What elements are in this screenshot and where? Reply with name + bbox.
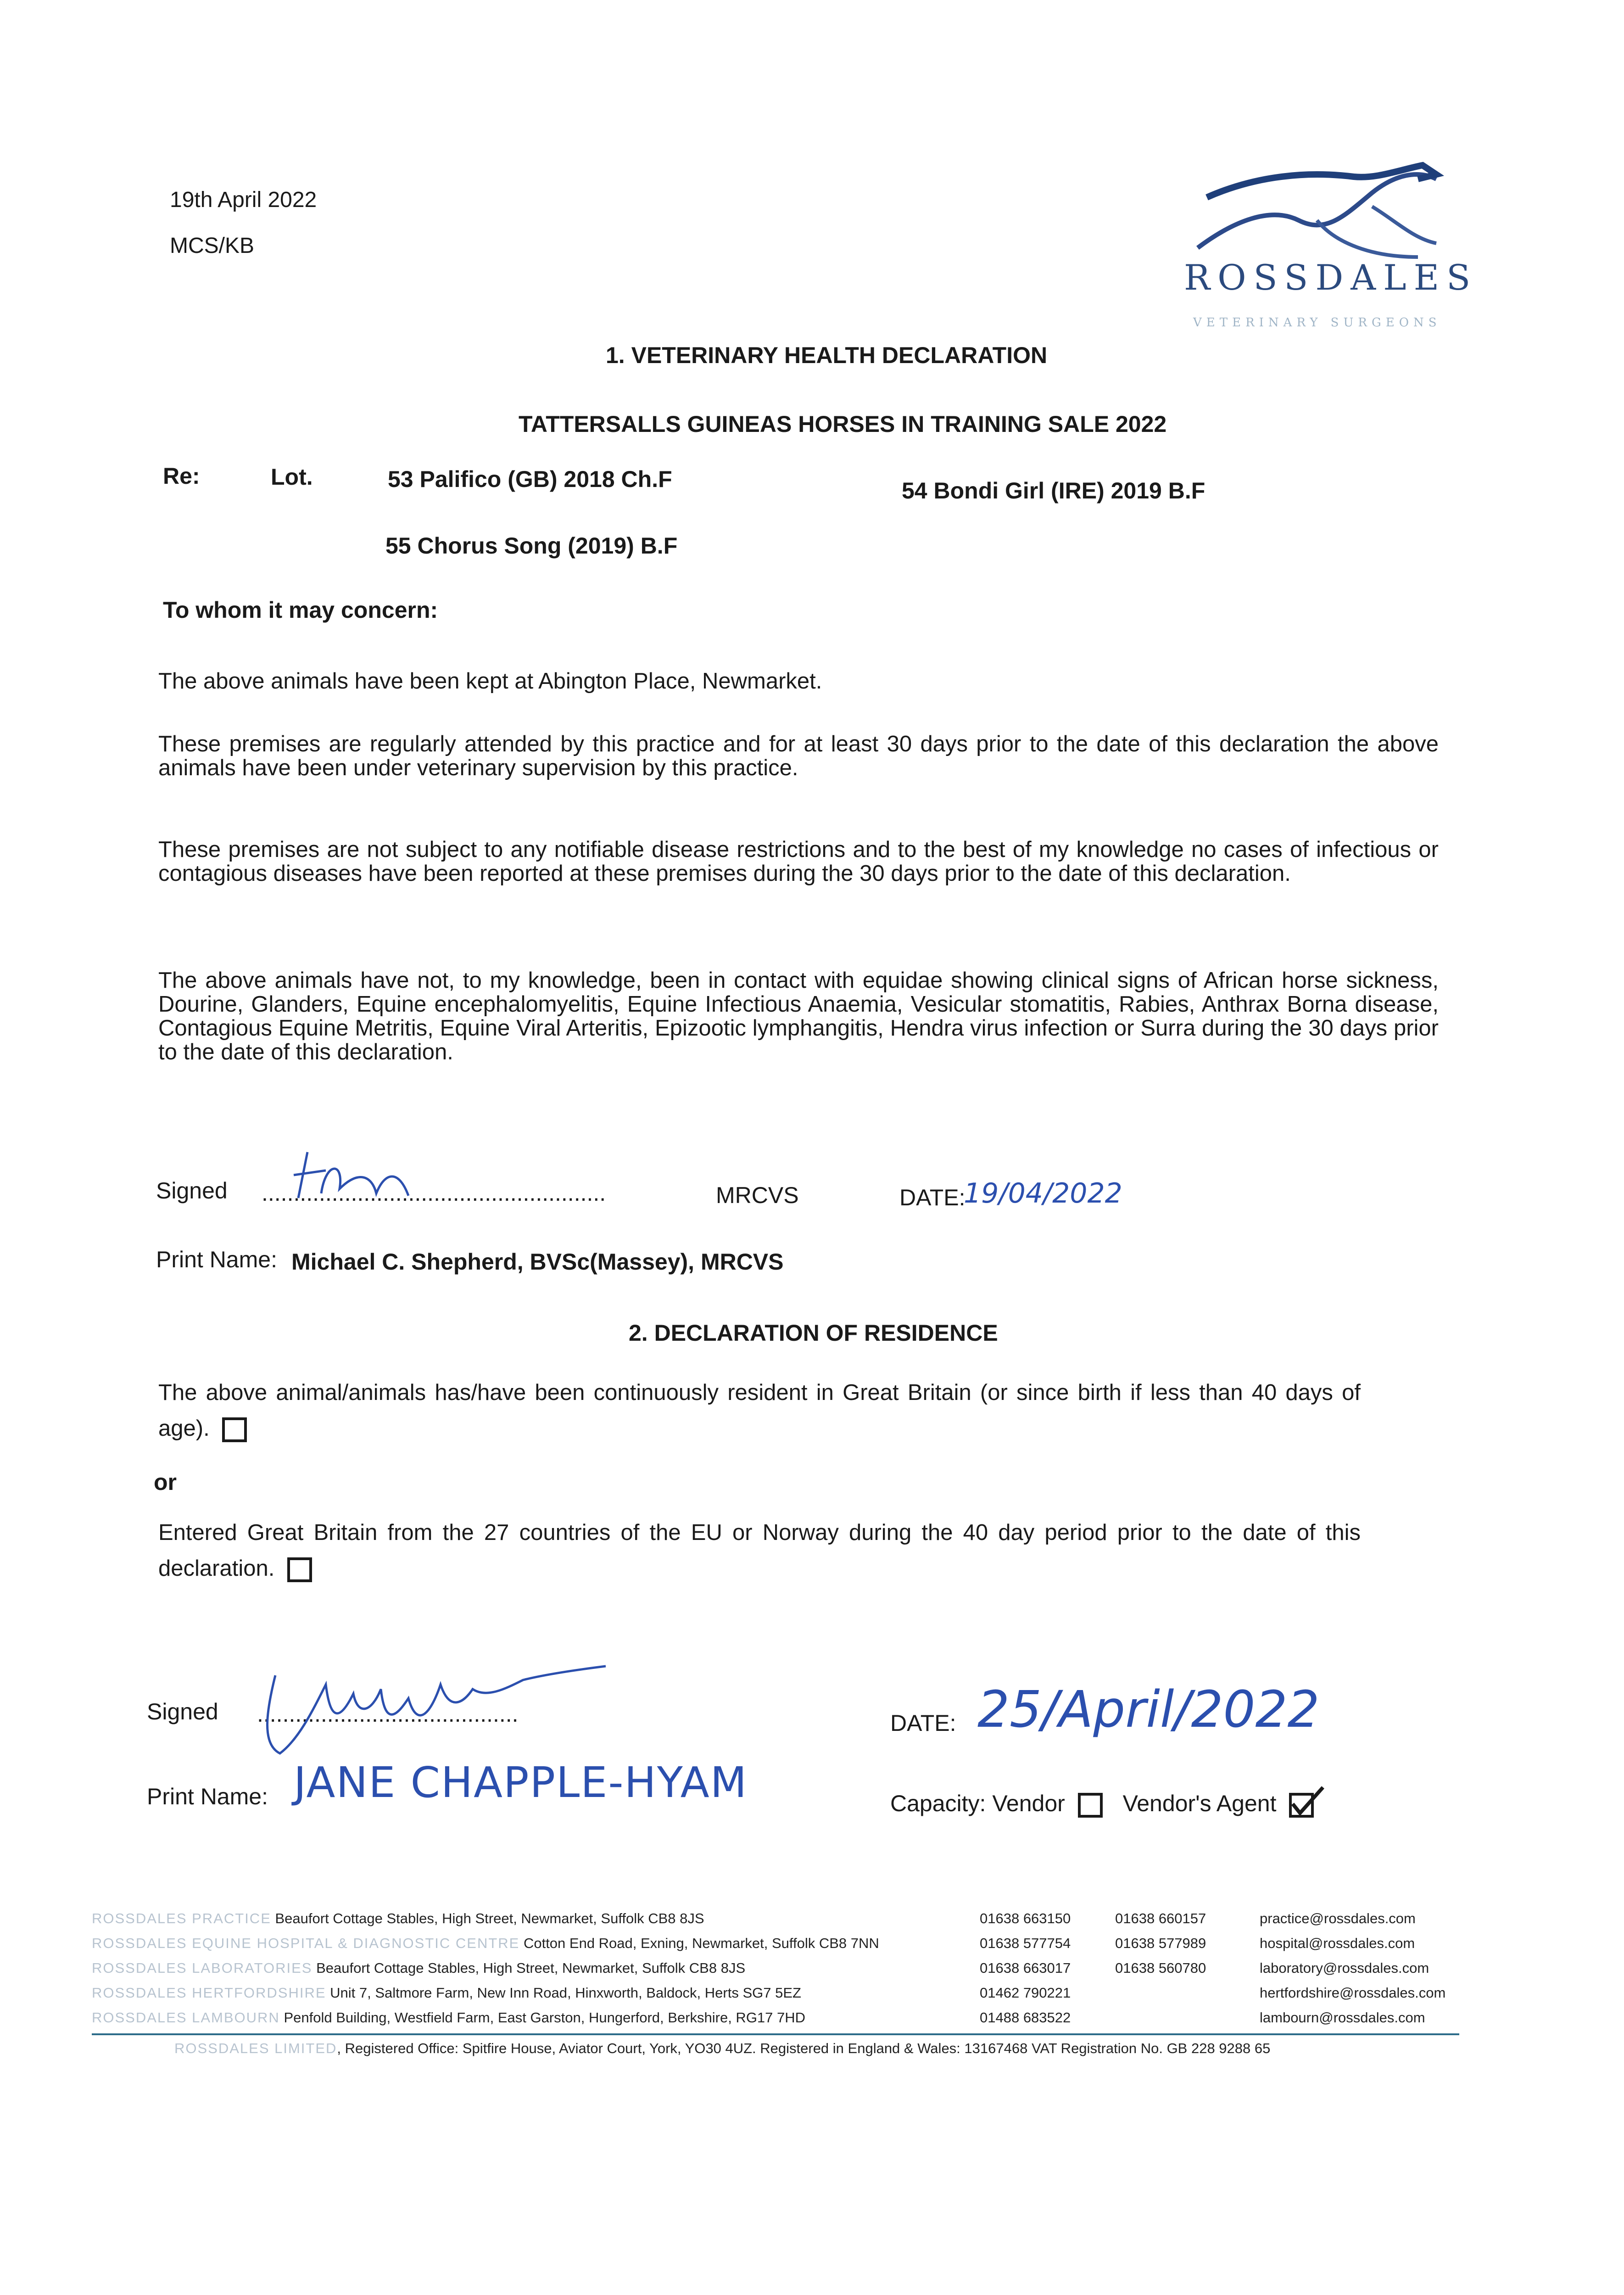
mrcvs-label: MRCVS — [716, 1182, 799, 1208]
signature-shepherd — [285, 1143, 431, 1207]
capacity-vendor-checkbox[interactable] — [1078, 1793, 1103, 1818]
lot-54: 54 Bondi Girl (IRE) 2019 B.F — [902, 478, 1205, 504]
paragraph-4: The above animals have not, to my knowledge, been in contact with equidae showing clinical signs of African horse sickness, Dourine, Glanders, Equine encephalomyelitis, Equine Infectious Anaemia, Vesicular stomatitis, Rabies, Anthrax Borna disease, Contagious Equine Metritis, Equine Viral Arteritis, Epizootic lymphangitis, Hendra virus infection or Surra during the 30 days prior to the date of this declaration. — [158, 968, 1439, 1064]
section2-date-label: DATE: — [890, 1710, 956, 1736]
footer-email: laboratory@rossdales.com — [1260, 1960, 1429, 1976]
section1-print-name-label: Print Name: — [156, 1247, 277, 1272]
footer-row — [92, 1910, 704, 1927]
footer-address: Beaufort Cottage Stables, High Street, Newmarket, Suffolk CB8 8JS — [275, 1910, 704, 1926]
logo-name: ROSSDALES — [1184, 257, 1478, 298]
section2-print-name: JANE CHAPPLE-HYAM — [294, 1758, 748, 1807]
footer-row — [92, 1960, 745, 1976]
paragraph-2: These premises are regularly attended by this practice and for at least 30 days prior to the date of this declaration the above animals have been under veterinary supervision by this practice. — [158, 732, 1439, 780]
salutation: To whom it may concern: — [163, 597, 438, 623]
footer-fax: 01638 660157 — [1115, 1910, 1206, 1926]
lot-53: 53 Palifico (GB) 2018 Ch.F — [388, 466, 672, 492]
letter-reference: MCS/KB — [170, 234, 255, 258]
check-mark-icon — [1289, 1786, 1326, 1818]
residence-option-2-checkbox[interactable] — [287, 1557, 312, 1582]
footer-email: hertfordshire@rossdales.com — [1260, 1985, 1446, 2001]
section1-signed-label: Signed — [156, 1178, 228, 1203]
footer-row — [92, 2010, 805, 2026]
footer-fax: 01638 577989 — [1115, 1935, 1206, 1951]
letter-date: 19th April 2022 — [170, 188, 317, 212]
capacity-row — [890, 1790, 1314, 1818]
footer-registered-name: ROSSDALES LIMITED — [174, 2040, 337, 2056]
paragraph-3: These premises are not subject to any notifiable disease restrictions and to the best of my knowledge no cases of infectious or contagious diseases have been reported at these premises during the 30 days prior to the date of this declaration. — [158, 837, 1439, 886]
footer-divider — [92, 2033, 1459, 2035]
paragraph-1: The above animals have been kept at Abington Place, Newmarket. — [158, 669, 822, 694]
section2-date-value: 25/April/2022 — [977, 1680, 1320, 1739]
residence-option-2 — [158, 1515, 1361, 1586]
signature-chapple-hyam — [248, 1657, 661, 1763]
section1-date-label: DATE: — [899, 1185, 965, 1210]
section1-date-value: 19/04/2022 — [964, 1177, 1122, 1209]
footer-entity: ROSSDALES HERTFORDSHIRE — [92, 1985, 326, 2001]
footer-address: Penfold Building, Westfield Farm, East Garston, Hungerford, Berkshire, RG17 7HD — [284, 2010, 806, 2026]
logo-tagline: VETERINARY SURGEONS — [1193, 316, 1441, 330]
footer-email: lambourn@rossdales.com — [1260, 2010, 1425, 2026]
section1-print-name: Michael C. Shepherd, BVSc(Massey), MRCVS — [291, 1249, 784, 1275]
lot-label: Lot. — [271, 464, 313, 490]
footer-registered — [174, 2040, 1270, 2057]
footer-tel: 01462 790221 — [980, 1985, 1071, 2001]
footer-entity: ROSSDALES LABORATORIES — [92, 1960, 313, 1976]
section2-title: 2. DECLARATION OF RESIDENCE — [629, 1320, 998, 1346]
footer-address: Cotton End Road, Exning, Newmarket, Suffolk CB8 7NN — [523, 1935, 879, 1951]
capacity-label: Capacity: — [890, 1791, 986, 1816]
footer-row — [92, 1935, 879, 1952]
capacity-vendor-label: Vendor — [992, 1791, 1065, 1816]
section2-print-name-label: Print Name: — [147, 1784, 268, 1809]
footer-row — [92, 1985, 801, 2001]
section1-subtitle: TATTERSALLS GUINEAS HORSES IN TRAINING SALE 2022 — [519, 411, 1167, 437]
section1-title: 1. VETERINARY HEALTH DECLARATION — [606, 342, 1048, 368]
footer-address: Beaufort Cottage Stables, High Street, Newmarket, Suffolk CB8 8JS — [316, 1960, 746, 1976]
footer-address: Unit 7, Saltmore Farm, New Inn Road, Hinxworth, Baldock, Herts SG7 5EZ — [330, 1985, 801, 2001]
footer-fax: 01638 560780 — [1115, 1960, 1206, 1976]
section2-signature-line: ......................................... — [257, 1701, 519, 1727]
residence-option-1 — [158, 1375, 1361, 1446]
capacity-agent-label: Vendor's Agent — [1122, 1791, 1277, 1816]
footer-tel: 01638 663017 — [980, 1960, 1071, 1976]
footer-email: practice@rossdales.com — [1260, 1910, 1416, 1926]
section2-signed-label: Signed — [147, 1699, 218, 1724]
footer-tel: 01638 663150 — [980, 1910, 1071, 1926]
capacity-agent-checkbox[interactable] — [1289, 1793, 1314, 1818]
residence-option-2-text: Entered Great Britain from the 27 countries of the EU or Norway during the 40 day period prior to the date of this declaration. — [158, 1520, 1361, 1581]
horse-logo-icon — [1179, 151, 1455, 271]
footer-email: hospital@rossdales.com — [1260, 1935, 1415, 1951]
footer-registered-text: , Registered Office: Spitfire House, Aviator Court, York, YO30 4UZ. Registered in England & Wales: 13167468 VAT Registration No. GB 228 9288 65 — [337, 2040, 1271, 2056]
section1-signature-line: ...................................................... — [262, 1180, 606, 1206]
residence-option-1-checkbox[interactable] — [222, 1417, 247, 1442]
footer-tel: 01638 577754 — [980, 1935, 1071, 1951]
footer-entity: ROSSDALES EQUINE HOSPITAL & DIAGNOSTIC CENTRE — [92, 1935, 520, 1951]
footer-tel: 01488 683522 — [980, 2010, 1071, 2026]
footer-entity: ROSSDALES PRACTICE — [92, 1910, 271, 1926]
lot-55: 55 Chorus Song (2019) B.F — [385, 533, 678, 559]
residence-option-1-text: The above animal/animals has/have been continuously resident in Great Britain (or since birth if less than 40 days of age). — [158, 1380, 1361, 1441]
re-label: Re: — [163, 463, 200, 489]
or-label: or — [154, 1469, 177, 1495]
footer-entity: ROSSDALES LAMBOURN — [92, 2010, 280, 2026]
